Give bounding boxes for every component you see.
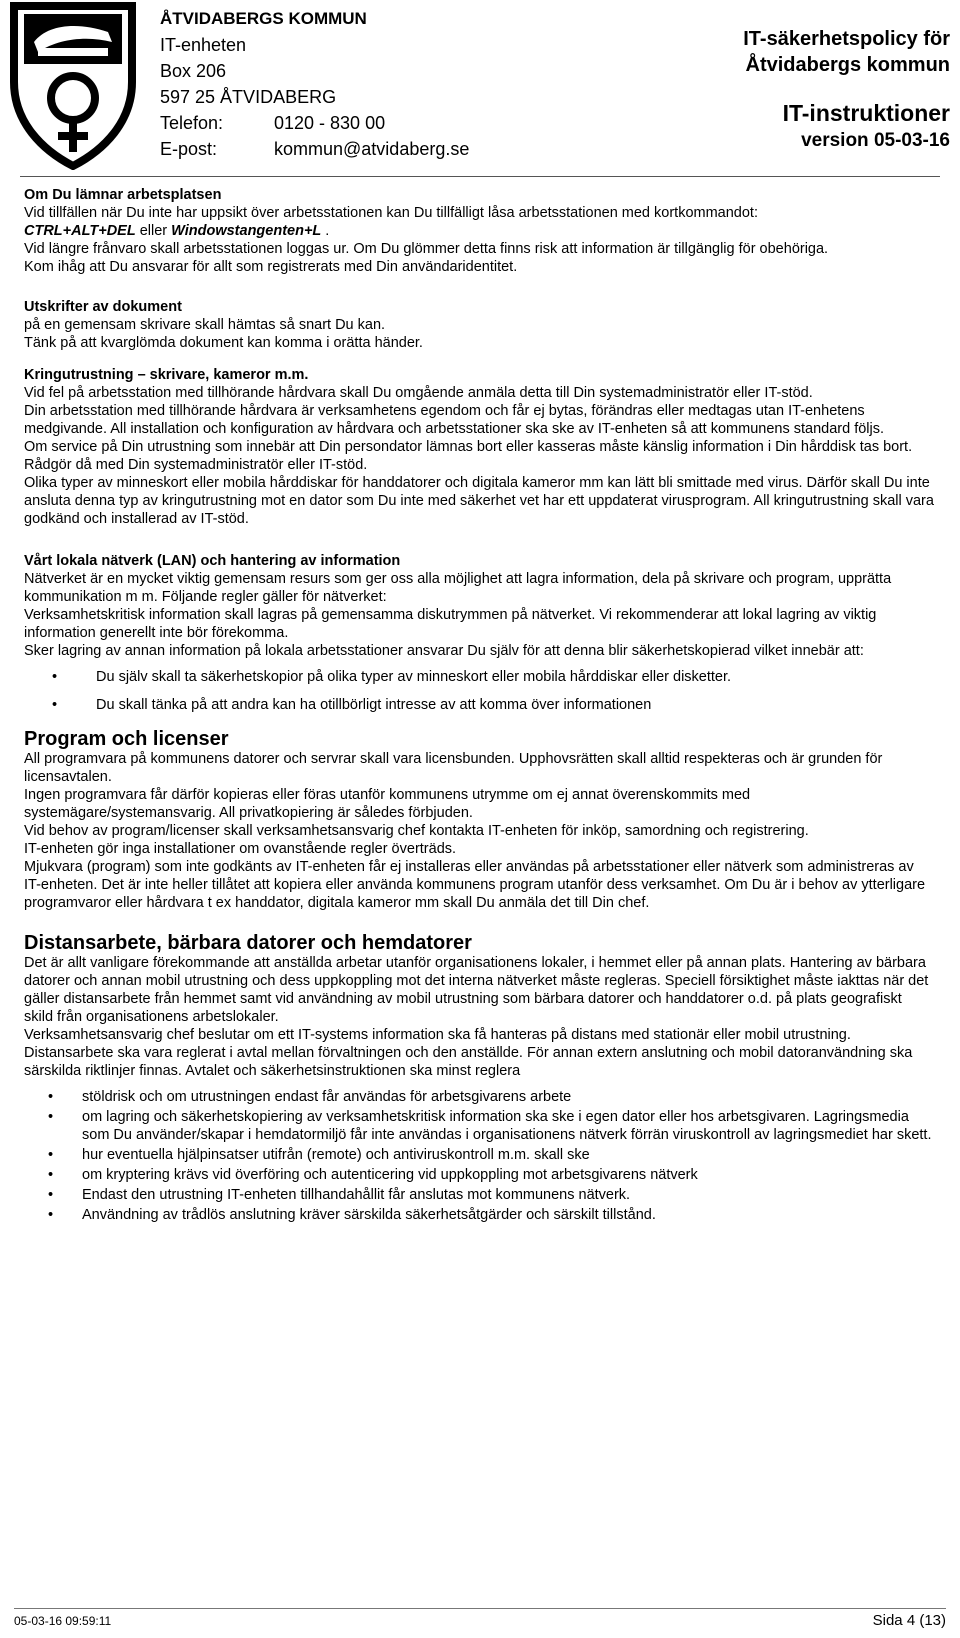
conjunction: eller (135, 223, 172, 239)
document-subtitle (783, 98, 950, 154)
section-heading: Utskrifter av dokument (24, 299, 182, 315)
section-peripherals (24, 366, 934, 528)
paragraph: Det är allt vanligare förekommande att anställda arbetar utanför organisationens lokaler, i hemmet eller på annan plats. Hantering av bärbara datorer och annan mobil utrustning och dess uppkoppling mot det interna nätverket måste regleras. Speciell försiktighet måste iakttas när det gäller distansarbete från hemmet samt vid användning av mobil utrustning som bärbara datorer och handdatorer o.d. på plats geografiskt skild från organisationens arbetslokaler. (24, 955, 929, 1025)
page-header (0, 0, 960, 178)
organization-address (160, 6, 469, 162)
paragraph: Sker lagring av annan information på lokala arbetsstationer ansvarar Du själv för att denna blir säkerhetskopierad vilket innebär att: (24, 643, 864, 659)
email-row (160, 136, 469, 162)
header-divider (20, 176, 940, 177)
paragraph: Vid behov av program/licenser skall verksamhetsansvarig chef kontakta IT-enheten för inköp, samordning och registrering. (24, 823, 809, 839)
document-title-line1: IT-säkerhetspolicy för (743, 28, 950, 50)
paragraph: Vid längre frånvaro skall arbetsstationen loggas ur. Om Du glömmer detta finns risk att information är tillgänglig för obehöriga. (24, 241, 829, 257)
section-heading: Program och licenser (24, 728, 229, 750)
municipality-coat-of-arms-logo (8, 2, 138, 170)
postal-address: 597 25 ÅTVIDABERG (160, 87, 337, 107)
document-subtitle-text: IT-instruktioner (782, 100, 950, 126)
agreement-bullet-list (24, 1088, 934, 1224)
section-heading: Om Du lämnar arbetsplatsen (24, 187, 222, 203)
footer-divider (14, 1608, 946, 1609)
list-item: • Endast den utrustning IT-enheten tillhandahållit får anslutas mot kommunens nätverk. (24, 1186, 934, 1204)
section-heading: Vårt lokala nätverk (LAN) och hantering av information (24, 553, 401, 569)
section-printouts (24, 298, 934, 352)
list-item: • om kryptering krävs vid överföring och autenticering vid uppkoppling mot arbetsgivarens nätverk (24, 1166, 934, 1184)
section-leaving-workplace (24, 186, 934, 276)
list-item: • hur eventuella hjälpinsatser utifrån (remote) och antiviruskontroll m.m. skall ske (24, 1146, 934, 1164)
list-item: • Användning av trådlös anslutning kräver särskilda säkerhetsåtgärder och särskilt tillstånd. (24, 1206, 934, 1224)
paragraph: Kom ihåg att Du ansvarar för allt som registrerats med Din användaridentitet. (24, 259, 518, 275)
paragraph: på en gemensam skrivare skall hämtas så snart Du kan. (24, 317, 386, 333)
paragraph: Ingen programvara får därför kopieras eller föras utanför kommunens utrymme om ej annat överenskommits med systemägare/systemansvarig. All privatkopiering är således förbjuden. (24, 787, 751, 821)
shortcut-ctrl-alt-del: CTRL+ALT+DEL (24, 223, 136, 239)
list-item: • stöldrisk och om utrustningen endast får användas för arbetsgivarens arbete (24, 1088, 934, 1106)
phone-value: 0120 - 830 00 (274, 113, 386, 133)
shortcut-line (24, 222, 934, 240)
paragraph: All programvara på kommunens datorer och servrar skall vara licensbunden. Upphovsrätten skall alltid respekteras och är grunden för licensavtalen. (24, 751, 883, 785)
section-local-network (24, 552, 934, 714)
page-number: Sida 4 (13) (872, 1612, 946, 1629)
list-item: • Du skall tänka på att andra kan ha otillbörligt intresse av att komma över informationen (24, 696, 934, 714)
paragraph: IT-enheten gör inga installationer om ovanstående regler överträds. (24, 841, 457, 857)
list-item: • Du själv skall ta säkerhetskopior på olika typer av minneskort eller mobila hårddiskar eller disketter. (24, 668, 934, 686)
paragraph: Mjukvara (program) som inte godkänts av IT-enheten får ej installeras eller användas på arbetsstationer eller nätverk som administreras av IT-enheten. Det är inte heller tillåtet att kopiera eller använda kommunens program utanför dess verksamhet. Om Du är i behov av ytterligare programvaror eller hårdvara t ex handdator, digitala kameror mm skall Du anmäla det till Din chef. (24, 859, 926, 911)
paragraph: Olika typer av minneskort eller mobila hårddiskar för handdatorer och digitala kameror mm kan lätt bli smittade med virus. Därför skall Du inte ansluta denna typ av kringutrustning mot en dator som Du inte med säkerhet vet har ett uppdaterat virusprogram. All kringutrustning skall vara godkänd och installerad av IT-stöd. (24, 475, 934, 527)
section-heading: Distansarbete, bärbara datorer och hemdatorer (24, 932, 472, 954)
section-remote-work (24, 932, 934, 1224)
phone-label: Telefon: (160, 113, 224, 133)
paragraph: Vid fel på arbetsstation med tillhörande hårdvara skall Du omgående anmäla detta till Din systemadministratör eller IT-stöd. (24, 385, 813, 401)
paragraph: Nätverket är en mycket viktig gemensam resurs som ger oss alla möjlighet att lagra information, dela på skrivare och program, upprätta kommunikation m m. Följande regler gäller för nätverket: (24, 571, 892, 605)
document-body (24, 186, 934, 1238)
email-label: E-post: (160, 139, 218, 159)
document-title (743, 26, 950, 78)
department-name: IT-enheten (160, 35, 247, 55)
backup-bullet-list (24, 668, 934, 714)
section-heading: Kringutrustning – skrivare, kameror m.m. (24, 367, 309, 383)
shortcut-windows-l: Windowstangenten+L (171, 223, 322, 239)
punctuation: . (321, 223, 330, 239)
list-item: • om lagring och säkerhetskopiering av verksamhetskritisk information ska ske i egen dator eller hos arbetsgivaren. Lagringsmedia som Du använder/skapar i hemdatormiljö får inte användas i organisationens nätverk förrän viruskontroll av lagringsmediet har skett. (24, 1108, 934, 1144)
document-title-line2: Åtvidabergs kommun (745, 54, 950, 76)
organization-name: ÅTVIDABERGS KOMMUN (160, 9, 367, 28)
paragraph: Verksamhetsansvarig chef beslutar om ett IT-systems information ska få hanteras på distans med stationär eller mobil utrustning. Distansarbete ska vara reglerat i avtal mellan förvaltningen och den anställde. För annan extern anslutning och mobil datoranvändning ska särskilda riktlinjer finnas. Avtalet och säkerhetsinstruktionen ska minst reglera (24, 1027, 913, 1079)
phone-row (160, 110, 469, 136)
document-version: version 05-03-16 (801, 130, 950, 151)
footer-timestamp: 05-03-16 09:59:11 (14, 1614, 112, 1628)
section-software-licenses (24, 728, 934, 912)
postal-box: Box 206 (160, 61, 227, 81)
paragraph: Om service på Din utrustning som innebär att Din persondator lämnas bort eller kasseras måste känslig information i Din hårddisk tas bort. Rådgör då med Din systemadministratör eller IT-stöd. (24, 439, 913, 473)
paragraph: Din arbetsstation med tillhörande hårdvara är verksamhetens egendom och får ej bytas, förändras eller medtagas utan IT-enhetens medgivande. All installation och konfiguration av hårdvara och arbetsstationer ska ske av IT-enheten så att kommunens standard följs. (24, 403, 885, 437)
paragraph: Tänk på att kvarglömda dokument kan komma i orätta händer. (24, 335, 423, 351)
paragraph: Verksamhetskritisk information skall lagras på gemensamma diskutrymmen på nätverket. Vi rekommenderar att lokal lagring av viktig information generellt inte bör förekomma. (24, 607, 877, 641)
email-value: kommun@atvidaberg.se (274, 139, 470, 159)
paragraph: Vid tillfällen när Du inte har uppsikt över arbetsstationen kan Du tillfälligt låsa arbetsstationen med kortkommandot: (24, 205, 758, 221)
